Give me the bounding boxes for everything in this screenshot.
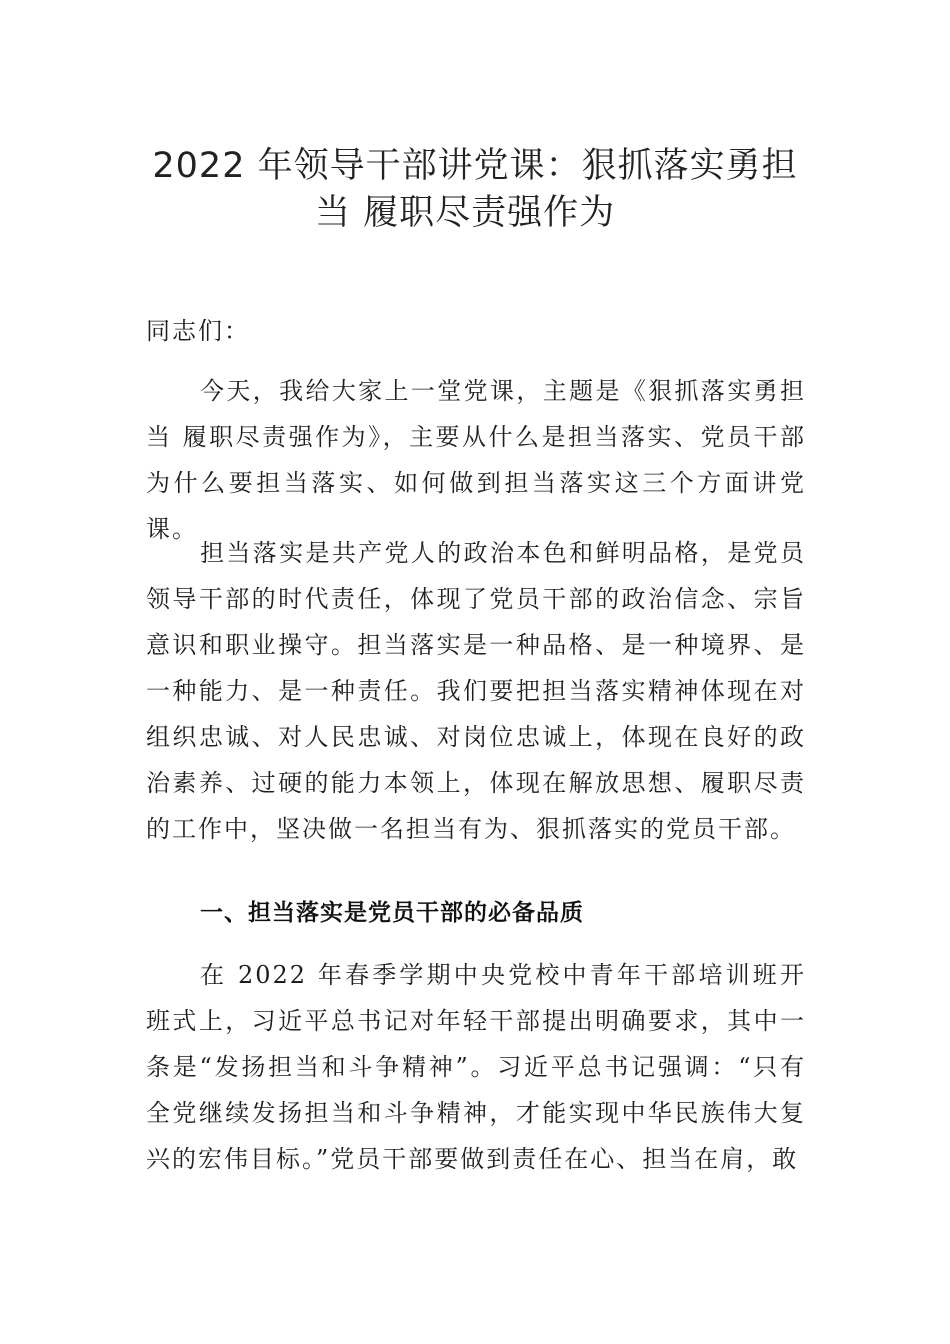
- greeting: 同志们：: [146, 317, 250, 345]
- document-title-line-1: 2022 年领导干部讲党课：狠抓落实勇担: [152, 146, 798, 186]
- paragraph-definition: 担当落实是共产党人的政治本色和鲜明品格，是党员领导干部的时代责任，体现了党员干部的政治信念、宗旨意识和职业操守。担当落实是一种品格、是一种境界、是一种能力、是一种责任。我们要把担当落实精神体现在对组织忠诚、对人民忠诚、对岗位忠诚上，体现在良好的政治素养、过硬的能力本领上，体现在解放思想、履职尽责的工作中，坚决做一名担当有为、狠抓落实的党员干部。: [146, 539, 806, 843]
- document-title-line-2: 当 履职尽责强作为: [315, 193, 616, 233]
- paragraph-intro: 今天，我给大家上一堂党课，主题是《狠抓落实勇担当 履职尽责强作为》，主要从什么是担当落实、党员干部为什么要担当落实、如何做到担当落实这三个方面讲党课。: [146, 377, 806, 543]
- section-heading: 一、担当落实是党员干部的必备品质: [200, 900, 584, 926]
- paragraph-section-1: 在 2022 年春季学期中央党校中青年干部培训班开班式上，习近平总书记对年轻干部提出明确要求，其中一条是“发扬担当和斗争精神”。习近平总书记强调：“只有全党继续发扬担当和斗争精神，才能实现中华民族伟大复兴的宏伟目标。”党员干部要做到责任在心、担当在肩，敢: [146, 961, 806, 1173]
